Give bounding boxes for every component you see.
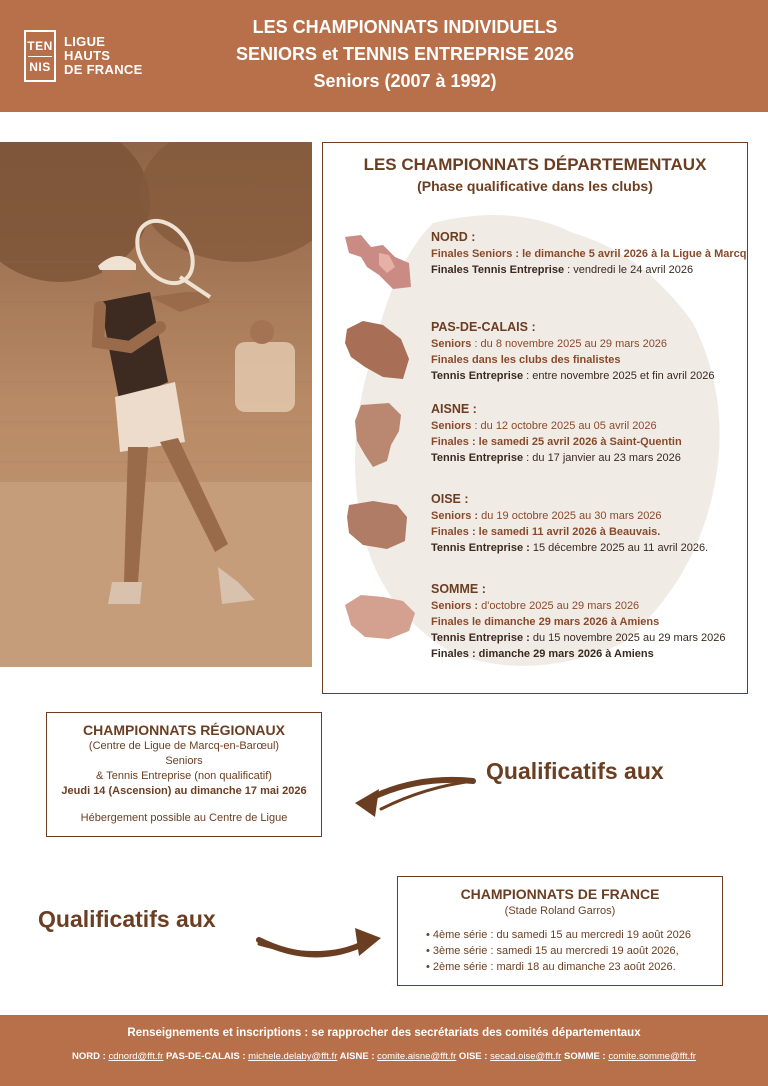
france-series-list (398, 927, 722, 975)
oise-tennis-entreprise (431, 540, 747, 556)
france-subtitle: (Stade Roland Garros) (504, 905, 616, 917)
pdc-seniors-label: Seniors (431, 338, 472, 350)
pdc-tennis-entreprise (431, 368, 747, 384)
pdc-te-value: : entre novembre 2025 et fin avril 2026 (523, 370, 715, 382)
oise-finales: Finales : le samedi 11 avril 2026 à Beauvais. (431, 526, 661, 538)
somme-tennis-entreprise (431, 630, 747, 646)
oise-te-label: Tennis Entreprise : (431, 542, 530, 554)
tennis-logo-box (24, 30, 56, 82)
nord-tennis-entreprise (431, 262, 747, 278)
logo-text (64, 35, 143, 77)
regional-tennis-entreprise: & Tennis Entreprise (non qualificatif) (96, 770, 272, 782)
oise-seniors-value: du 19 octobre 2025 au 30 mars 2026 (478, 510, 662, 522)
nord-te-label: Finales Tennis Entreprise (431, 264, 565, 276)
email-link-pas-de-calais[interactable]: michele.delaby@fft.fr (248, 1051, 338, 1062)
regional-location: (Centre de Ligue de Marcq-en-Barœul) (88, 740, 280, 752)
logo-box-top: TEN (27, 38, 53, 53)
qualif-label-france: Qualificatifs aux (38, 906, 216, 932)
somme-finales-2: Finales : dimanche 29 mars 2026 à Amiens (431, 648, 654, 660)
somme-te-label: Tennis Entreprise : (431, 632, 530, 644)
email-link-somme[interactable]: comite.somme@fft.fr (608, 1051, 696, 1062)
footer-info: Renseignements et inscriptions : se rapprocher des secrétariats des comités départementaux (127, 1027, 641, 1039)
pdc-finales: Finales dans les clubs des finalistes (431, 354, 621, 366)
departmental-title: LES CHAMPIONNATS DÉPARTEMENTAUX (363, 155, 707, 174)
aisne-seniors-value: : du 12 octobre 2025 au 05 avril 2026 (471, 420, 657, 432)
oise-map-icon (343, 495, 413, 555)
pdc-seniors-value: : du 8 novembre 2025 au 29 mars 2026 (471, 338, 668, 350)
page-age-range: Seniors (2007 à 1992) (313, 71, 497, 91)
email-link-oise[interactable]: secad.oise@fft.fr (490, 1051, 562, 1062)
arrow-right-icon (255, 920, 390, 970)
france-title: CHAMPIONNATS DE FRANCE (460, 886, 660, 902)
dept-nord (431, 229, 747, 278)
regional-note: Hébergement possible au Centre de Ligue (80, 812, 288, 824)
nord-te-value: : vendredi le 24 avril 2026 (564, 264, 694, 276)
dept-pas-de-calais (431, 319, 747, 384)
logo-line-2: HAUTS (64, 48, 111, 63)
france-series-item: • 3ème série : samedi 15 au mercredi 19 août 2026, (426, 945, 679, 957)
aisne-map-icon (343, 401, 413, 469)
page-subtitle: SENIORS et TENNIS ENTREPRISE 2026 (235, 44, 575, 64)
arrow-left-icon (345, 775, 480, 825)
dept-somme-name: SOMME : (431, 582, 486, 596)
footer-pdc-label: PAS-DE-CALAIS : (163, 1051, 249, 1062)
pas-de-calais-map-icon (343, 319, 413, 383)
somme-te-value: du 15 novembre 2025 au 29 mars 2026 (529, 632, 726, 644)
oise-seniors-label: Seniors : (431, 510, 479, 522)
footer-oise-label: OISE : (456, 1051, 491, 1062)
page-title: LES CHAMPIONNATS INDIVIDUELS (252, 17, 558, 37)
header-banner (0, 0, 768, 112)
footer-banner (0, 1015, 768, 1086)
france-series-item: • 2ème série : mardi 18 au dimanche 23 août 2026. (426, 961, 676, 973)
logo-line-3: DE FRANCE (64, 62, 143, 77)
dept-oise (431, 491, 747, 556)
footer-aisne-label: AISNE : (337, 1051, 378, 1062)
regional-title: CHAMPIONNATS RÉGIONAUX (83, 722, 285, 738)
somme-seniors-label: Seniors : (431, 600, 479, 612)
logo-line-1: LIGUE (64, 34, 106, 49)
somme-seniors-value: d'octobre 2025 au 29 mars 2026 (478, 600, 640, 612)
dept-aisne-name: AISNE : (431, 402, 477, 416)
nord-map-icon (343, 233, 413, 293)
dept-somme (431, 581, 747, 662)
footer-somme-label: SOMME : (561, 1051, 609, 1062)
dept-aisne (431, 401, 747, 466)
email-link-aisne[interactable]: comite.aisne@fft.fr (377, 1051, 457, 1062)
departmental-championships-box (322, 142, 748, 694)
regional-seniors: Seniors (165, 755, 203, 767)
france-championships-box (397, 876, 723, 986)
aisne-seniors (431, 418, 747, 434)
pdc-seniors (431, 336, 747, 352)
somme-finales: Finales le dimanche 29 mars 2026 à Amiens (431, 616, 660, 628)
france-series-item: • 4ème série : du samedi 15 au mercredi 19 août 2026 (426, 929, 691, 941)
qualif-label-regional: Qualificatifs aux (486, 758, 664, 784)
pdc-te-label: Tennis Entreprise (431, 370, 524, 382)
dept-pdc-name: PAS-DE-CALAIS : (431, 320, 536, 334)
somme-map-icon (343, 591, 417, 643)
aisne-finales: Finales : le samedi 25 avril 2026 à Saint-Quentin (431, 436, 682, 448)
logo-box-bottom: NIS (29, 59, 51, 74)
header-titles (150, 14, 660, 95)
aisne-te-value: : du 17 janvier au 23 mars 2026 (523, 452, 681, 464)
nord-finales-seniors: Finales Seniors : le dimanche 5 avril 2026 à la Ligue à Marcq (431, 248, 747, 260)
tennis-player-illustration (0, 142, 312, 667)
ligue-logo (24, 30, 143, 82)
tennis-player-photo (0, 142, 312, 667)
aisne-te-label: Tennis Entreprise (431, 452, 524, 464)
somme-seniors (431, 598, 747, 614)
dept-nord-name: NORD : (431, 230, 476, 244)
oise-seniors (431, 508, 747, 524)
footer-contacts (0, 1051, 768, 1062)
oise-te-value: 15 décembre 2025 au 11 avril 2026. (529, 542, 709, 554)
dept-oise-name: OISE : (431, 492, 469, 506)
regional-dates: Jeudi 14 (Ascension) au dimanche 17 mai 2026 (61, 785, 307, 797)
departmental-subtitle: (Phase qualificative dans les clubs) (417, 178, 653, 194)
footer-nord-label: NORD : (72, 1051, 109, 1062)
aisne-seniors-label: Seniors (431, 420, 472, 432)
regional-championships-box (46, 712, 322, 837)
aisne-tennis-entreprise (431, 450, 747, 466)
email-link-nord[interactable]: cdnord@fft.fr (108, 1051, 164, 1062)
